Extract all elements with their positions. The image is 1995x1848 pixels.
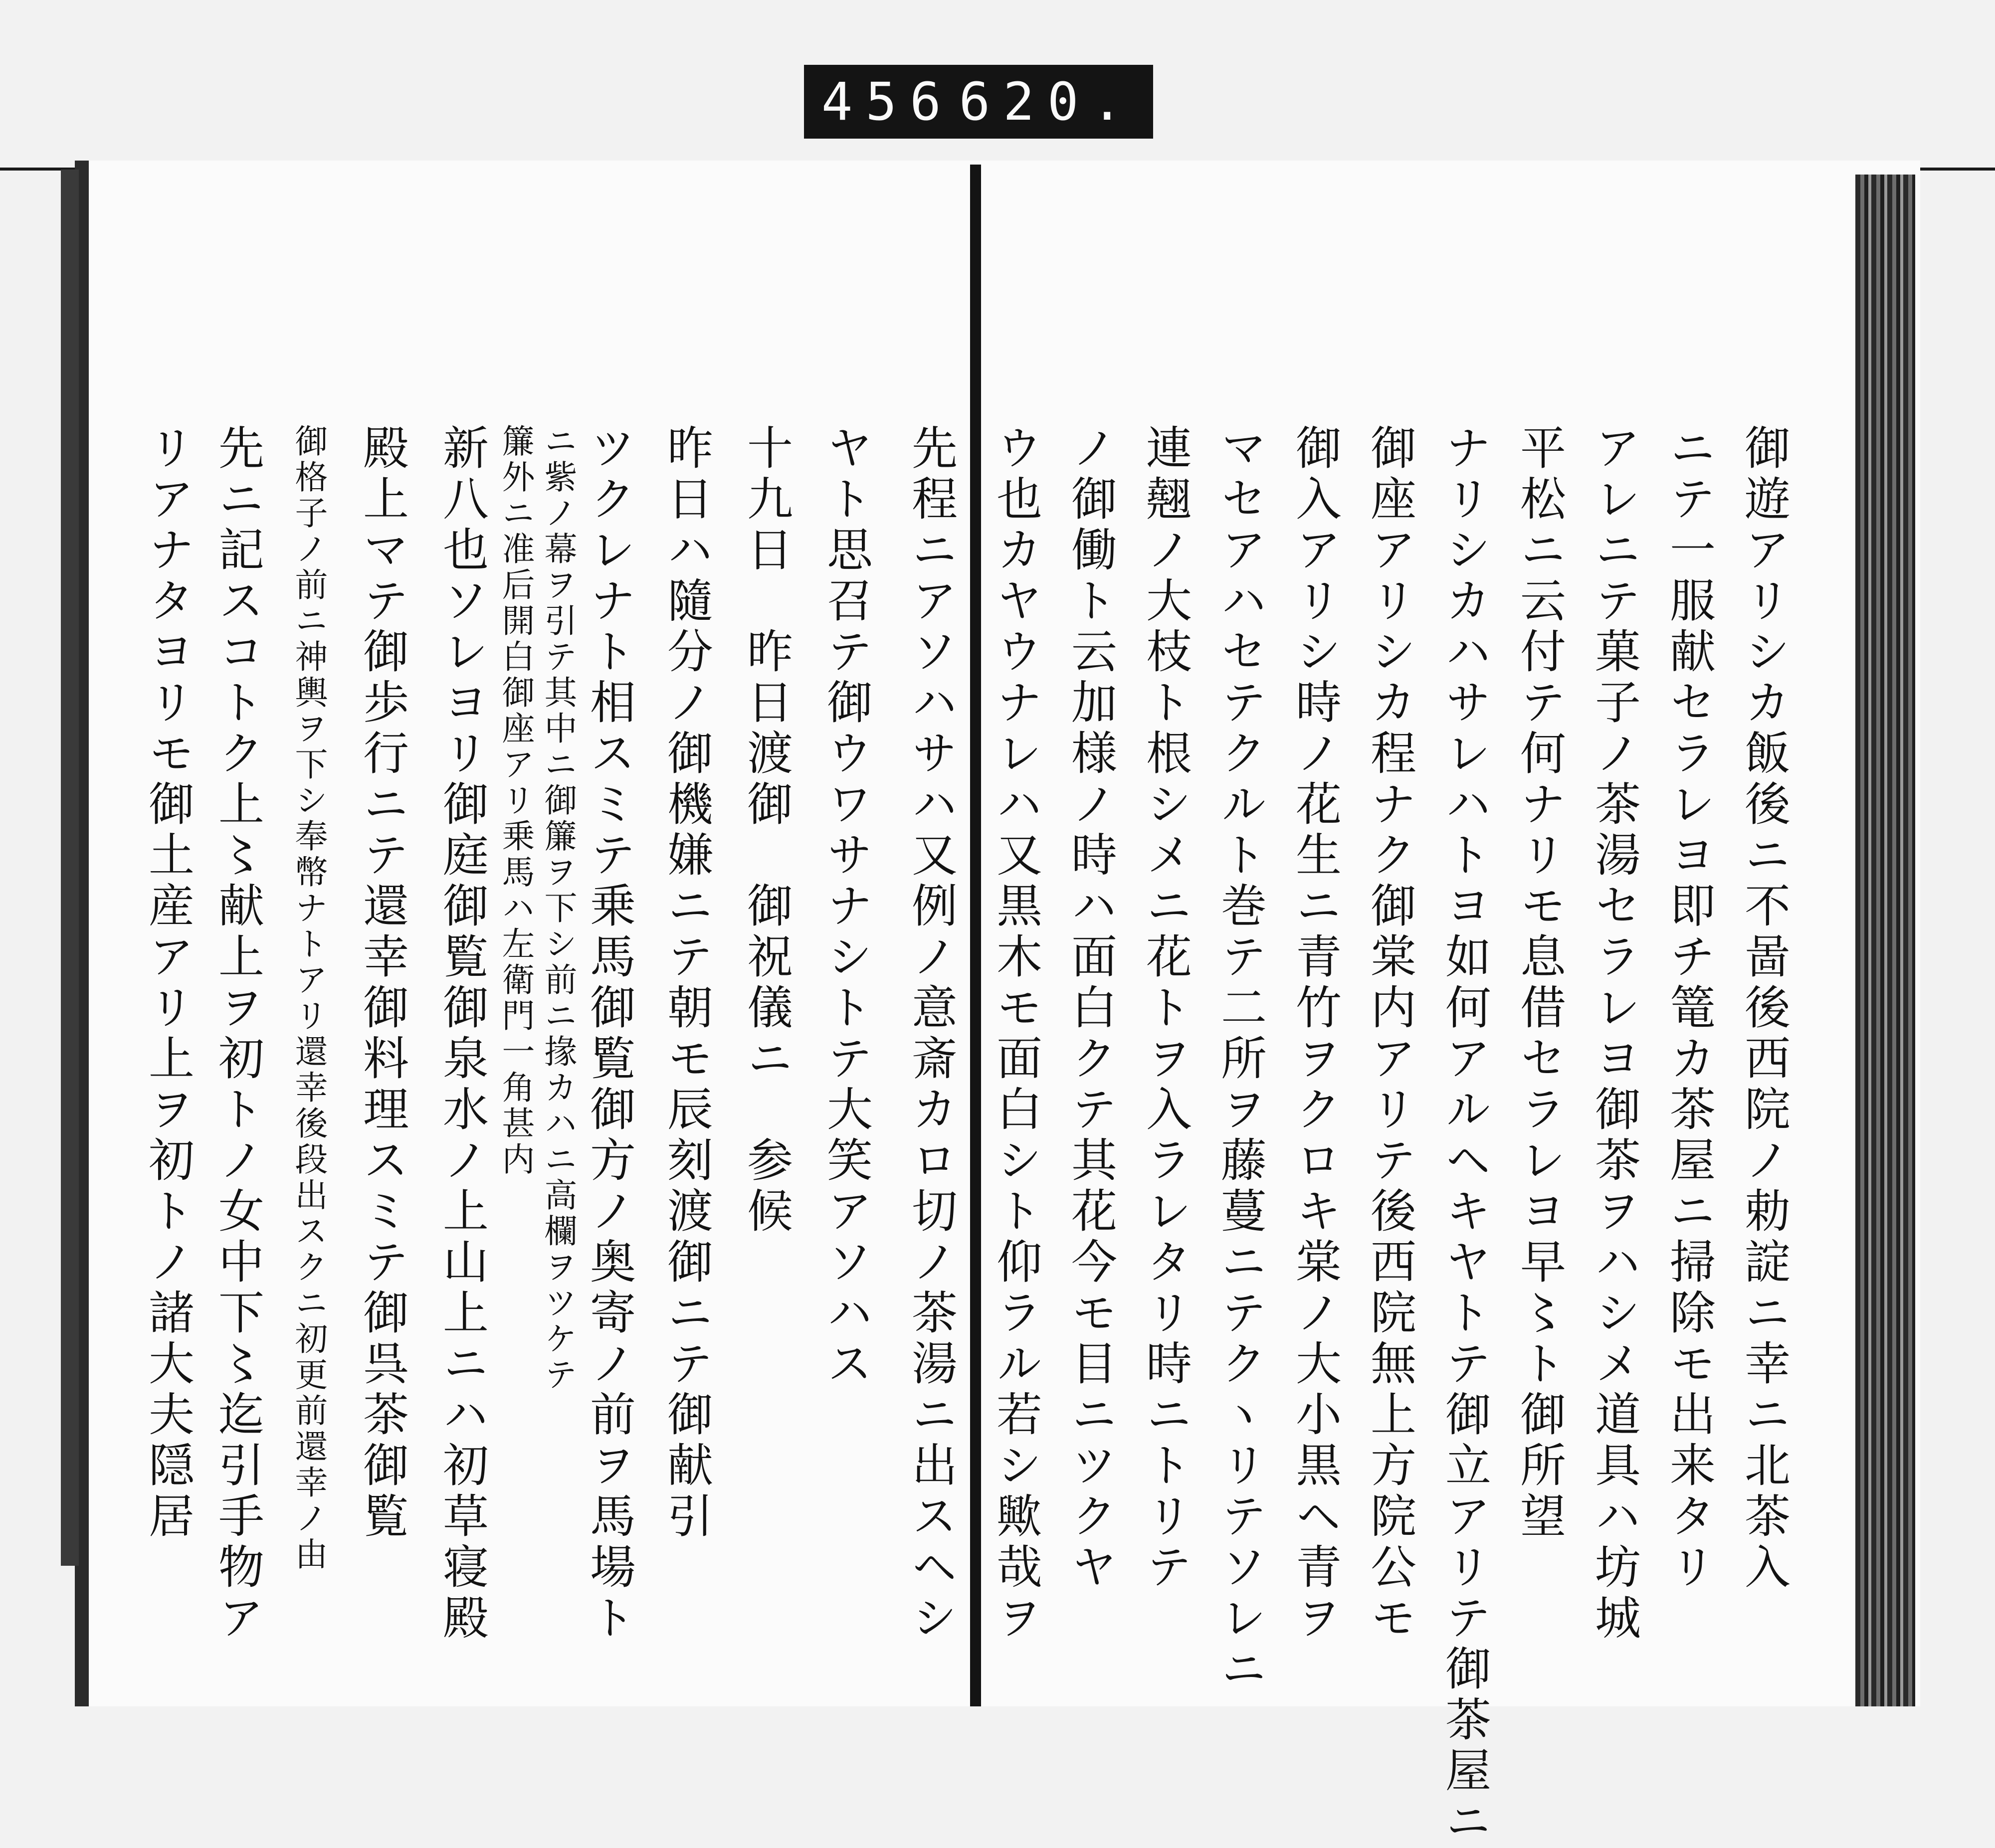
left-col-5: ツクレナト相スミテ乗馬御覧御方ノ奥寄ノ前ヲ馬場ト: [583, 424, 636, 1645]
plate-left-number: 456: [821, 71, 954, 132]
right-col-9: 連翹ノ大枝ト根シメニ花トヲ入ラレタリ時ニトリテ: [1139, 424, 1192, 1594]
right-col-10: ノ御働ト云加様ノ時ハ面白クテ其花今モ目ニツクヤ: [1064, 424, 1117, 1594]
left-col-7: 簾外ニ准后開白御座アリ乗馬ハ左衛門一角甚内: [496, 424, 535, 1178]
left-col-12: リアナタヨリモ御土産アリ上ヲ初トノ諸大夫隠居: [141, 424, 195, 1543]
left-col-9: 殿上マテ御歩行ニテ還幸御料理スミテ御呉茶御覧: [356, 424, 409, 1543]
left-col-3: 十九日 昨日渡御 御祝儀ニ 参候: [740, 424, 793, 1238]
right-col-6: 御座アリシカ程ナク御棠内アリテ後西院無上方院公モ: [1363, 424, 1416, 1645]
right-col-3: アレニテ菓子ノ茶湯セラレヨ御茶ヲハシメ道具ハ坊城: [1588, 424, 1641, 1645]
book-spine: [970, 165, 981, 1706]
right-col-8: マセアハセテクルト巻テ二所ヲ藤蔓ニテクヽリテソレニ: [1213, 424, 1267, 1695]
left-col-2: ヤト思召テ御ウワサナシトテ大笑アソハス: [819, 424, 873, 1390]
plate-right-number: 620.: [959, 71, 1136, 132]
right-col-5: ナリシカハサレハトヨ如何アルヘキヤトテ御立アリテ御茶屋ニ: [1438, 424, 1491, 1848]
left-page-edge: [61, 170, 79, 1566]
left-col-10: 御格子ノ前ニ神輿ヲ下シ奉幣ナトアリ還幸後段出スクニ初更前還幸ノ由: [289, 424, 328, 1573]
right-col-1: 御遊アリシカ飯後ニ不啚後西院ノ勅諚ニ幸ニ北茶入: [1737, 424, 1791, 1594]
left-col-4: 昨日ハ隨分ノ御機嫌ニテ朝モ辰刻渡御ニテ御献引: [660, 424, 713, 1543]
right-page-edge-stack: [1855, 175, 1915, 1706]
left-col-8: 新八也ソレヨリ御庭御覧御泉水ノ上山上ニハ初草寝殿: [435, 424, 489, 1645]
right-col-2: ニテ一服献セラレヨ即チ篭カ茶屋ニ掃除モ出来タリ: [1662, 424, 1716, 1594]
left-col-11: 先ニ記スコトク上〻献上ヲ初トノ女中下〻迄引手物ア: [211, 424, 264, 1645]
right-col-7: 御入アリシ時ノ花生ニ青竹ヲクロキ棠ノ大小黒ヘ青ヲ: [1288, 424, 1342, 1645]
catalog-number-plate: [804, 65, 1153, 139]
left-col-1: 先程ニアソハサハ又例ノ意斎カロ切ノ茶湯ニ出スヘシ: [904, 424, 958, 1645]
right-col-4: 平松ニ云付テ何ナリモ息借セラレヨ早〻ト御所望: [1513, 424, 1566, 1543]
left-col-6: ニ紫ノ幕ヲ引テ其中ニ御簾ヲ下シ前ニ掾カハニ高欄ヲツケテ: [539, 424, 577, 1393]
right-col-11: ウ也カヤウナレハ又黒木モ面白シト仰ラル若シ歟哉ヲ: [989, 424, 1042, 1645]
